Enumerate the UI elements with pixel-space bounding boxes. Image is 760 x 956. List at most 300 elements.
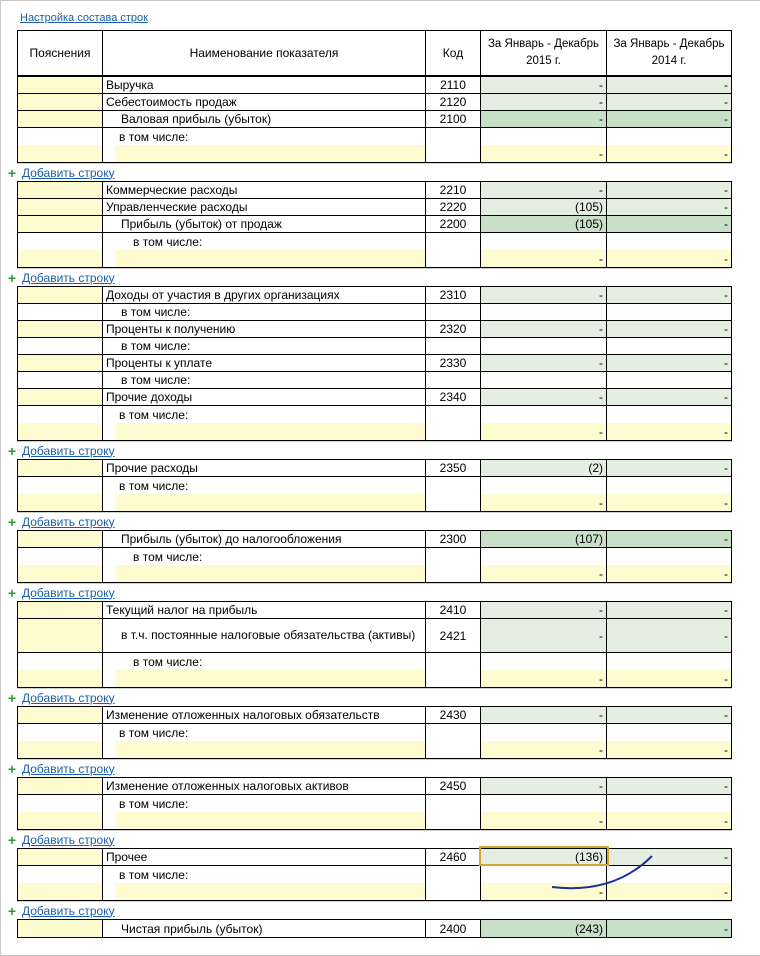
value-previous-cell — [607, 304, 731, 321]
input-strip — [115, 741, 425, 758]
value-current-cell[interactable] — [481, 653, 606, 687]
plus-icon: + — [7, 689, 17, 706]
value-current-cell[interactable] — [481, 406, 606, 440]
value-input[interactable] — [607, 423, 731, 440]
indicator-name-cell[interactable] — [103, 477, 425, 511]
indicator-code: 2350 — [439, 461, 467, 475]
indicator-name-cell[interactable] — [103, 866, 425, 900]
explanations-cell[interactable] — [18, 795, 102, 829]
code-cell — [426, 619, 480, 653]
indicator-name-cell — [103, 602, 425, 619]
cell-value: - — [724, 495, 728, 510]
explanations-cell[interactable] — [18, 477, 102, 511]
code-cell — [426, 287, 480, 304]
code-cell — [426, 372, 480, 389]
table-section — [17, 181, 732, 268]
indicator-name-cell — [103, 531, 425, 548]
indicator-code: 2200 — [439, 217, 467, 231]
value-previous-cell[interactable] — [607, 866, 731, 900]
add-row-button[interactable] — [7, 689, 732, 706]
cell-value: - — [599, 628, 603, 643]
input-strip — [115, 145, 425, 162]
input-strip — [115, 670, 425, 687]
explanations-cell[interactable] — [18, 548, 102, 582]
value-current-cell[interactable] — [481, 199, 606, 216]
indicator-code: 2310 — [439, 288, 467, 302]
indicator-name-cell — [103, 216, 425, 233]
indicator-name-cell[interactable] — [103, 128, 425, 162]
indicator-name: Изменение отложенных налоговых активов — [106, 779, 349, 793]
section-column — [18, 707, 103, 758]
value-previous-cell[interactable] — [607, 355, 731, 372]
value-current-cell[interactable] — [481, 477, 606, 511]
add-row-label: Добавить строку — [22, 443, 115, 458]
plus-icon: + — [7, 902, 17, 919]
input-strip — [115, 494, 425, 511]
value-input[interactable] — [607, 812, 731, 829]
cell-top — [607, 406, 731, 423]
cell-top — [481, 724, 606, 741]
plus-icon: + — [7, 513, 17, 530]
value-input[interactable] — [607, 494, 731, 511]
indicator-code: 2430 — [439, 708, 467, 722]
value-previous-cell[interactable] — [607, 111, 731, 128]
section-column — [103, 182, 426, 267]
value-input[interactable] — [607, 565, 731, 582]
input-strip — [18, 812, 102, 829]
value-input[interactable] — [607, 883, 731, 900]
explanations-cell[interactable] — [18, 94, 102, 111]
indicator-code: 2100 — [439, 112, 467, 126]
cell-top — [481, 548, 606, 565]
breakdown-label: в том числе: — [133, 550, 203, 564]
section-column — [481, 707, 607, 758]
explanations-cell[interactable] — [18, 355, 102, 372]
cell-value: - — [724, 322, 728, 336]
code-cell — [426, 77, 480, 94]
section-column — [607, 182, 731, 267]
cell-value: - — [724, 217, 728, 231]
cell-value: - — [599, 603, 603, 617]
explanations-cell[interactable] — [18, 233, 102, 267]
value-previous-cell[interactable] — [607, 795, 731, 829]
indicator-name-cell — [103, 619, 425, 653]
code-cell — [426, 355, 480, 372]
code-cell — [426, 778, 480, 795]
code-cell — [426, 128, 480, 162]
table-section — [17, 706, 732, 759]
cell-value: (243) — [574, 921, 603, 936]
value-current-cell[interactable] — [481, 389, 606, 406]
value-current-cell[interactable] — [481, 355, 606, 372]
breakdown-label: в том числе: — [119, 797, 189, 811]
value-input[interactable] — [607, 250, 731, 267]
value-current-cell[interactable] — [481, 619, 606, 653]
cell-value: - — [724, 112, 728, 126]
window-frame-left — [0, 0, 1, 956]
section-column — [103, 778, 426, 829]
plus-icon: + — [7, 164, 17, 181]
indicator-code: 2421 — [439, 628, 467, 643]
value-previous-cell[interactable] — [607, 233, 731, 267]
section-column — [103, 77, 426, 162]
cell-value: - — [599, 322, 603, 336]
value-previous-cell[interactable] — [607, 389, 731, 406]
cell-top — [607, 795, 731, 812]
section-column — [18, 287, 103, 440]
section-column — [103, 460, 426, 511]
row-settings-link[interactable]: Настройка состава строк — [20, 12, 148, 24]
value-input[interactable] — [481, 741, 606, 758]
cell-value: - — [599, 112, 603, 126]
cell-top — [607, 233, 731, 250]
indicator-name: Выручка — [106, 78, 154, 92]
code-cell — [426, 653, 480, 687]
value-current-cell[interactable] — [481, 321, 606, 338]
plus-icon: + — [7, 442, 17, 459]
table-section — [17, 601, 732, 688]
cell-value: - — [599, 183, 603, 197]
add-row-label: Добавить строку — [22, 832, 115, 847]
value-previous-cell[interactable] — [607, 321, 731, 338]
input-strip — [115, 565, 425, 582]
explanations-cell[interactable] — [18, 304, 102, 321]
indicator-name: в том числе: — [121, 305, 191, 319]
explanations-cell[interactable] — [18, 199, 102, 216]
value-previous-cell[interactable] — [607, 531, 731, 548]
section-column — [481, 602, 607, 687]
indicator-name-cell — [103, 321, 425, 338]
indicator-code: 2410 — [439, 603, 467, 617]
indicator-code: 2330 — [439, 356, 467, 370]
breakdown-label: в том числе: — [119, 130, 189, 144]
value-current-cell[interactable] — [481, 94, 606, 111]
code-cell — [426, 795, 480, 829]
value-input[interactable] — [607, 670, 731, 687]
indicator-name: Чистая прибыль (убыток) — [121, 921, 263, 936]
indicator-code: 2400 — [439, 921, 467, 936]
cell-value: (2) — [588, 461, 603, 475]
value-input[interactable] — [481, 423, 606, 440]
value-input[interactable] — [481, 565, 606, 582]
indicator-name-cell — [103, 849, 425, 866]
breakdown-label: в том числе: — [133, 235, 203, 249]
value-previous-cell[interactable] — [607, 128, 731, 162]
code-cell — [426, 548, 480, 582]
table-section — [17, 919, 732, 938]
code-cell — [426, 216, 480, 233]
explanations-cell[interactable] — [18, 724, 102, 758]
indicator-name: Текущий налог на прибыль — [106, 603, 258, 617]
explanations-cell[interactable] — [18, 406, 102, 440]
value-previous-cell[interactable] — [607, 77, 731, 94]
cell-value: - — [599, 813, 603, 828]
value-current-cell[interactable] — [481, 77, 606, 94]
section-column — [607, 531, 731, 582]
breakdown-label: в том числе: — [133, 655, 203, 669]
code-cell — [426, 866, 480, 900]
indicator-name-cell — [103, 778, 425, 795]
code-cell — [426, 389, 480, 406]
indicator-name-cell — [103, 111, 425, 128]
value-previous-cell[interactable] — [607, 619, 731, 653]
value-current-cell[interactable] — [481, 795, 606, 829]
cell-value: - — [724, 671, 728, 686]
value-previous-cell[interactable] — [607, 920, 731, 937]
value-previous-cell[interactable] — [607, 778, 731, 795]
value-previous-cell — [607, 372, 731, 389]
cell-value: (105) — [574, 217, 603, 231]
indicator-name-cell[interactable] — [103, 233, 425, 267]
value-previous-cell[interactable] — [607, 460, 731, 477]
add-row-button[interactable] — [7, 269, 732, 286]
value-input[interactable] — [481, 812, 606, 829]
section-column — [607, 920, 731, 937]
value-current-cell — [481, 372, 606, 389]
cell-value: - — [599, 356, 603, 370]
indicator-code: 2320 — [439, 322, 467, 336]
indicator-name: Прочие доходы — [106, 390, 193, 404]
input-strip — [18, 741, 102, 758]
indicator-name-cell — [103, 460, 425, 477]
table-header — [17, 30, 732, 76]
explanations-cell[interactable] — [18, 602, 102, 619]
cell-value: - — [599, 146, 603, 161]
financial-results-report — [7, 30, 732, 938]
indicator-name-cell — [103, 707, 425, 724]
code-cell — [426, 199, 480, 216]
value-current-cell[interactable] — [481, 778, 606, 795]
section-column — [18, 849, 103, 900]
cell-value: - — [599, 779, 603, 793]
section-column — [426, 602, 481, 687]
value-previous-cell[interactable] — [607, 477, 731, 511]
add-row-button[interactable] — [7, 513, 732, 530]
indicator-name-cell[interactable] — [103, 548, 425, 582]
cell-value: - — [599, 251, 603, 266]
add-row-button[interactable] — [7, 164, 732, 181]
add-row-label: Добавить строку — [22, 690, 115, 705]
breakdown-label: в том числе: — [119, 479, 189, 493]
value-input[interactable] — [607, 145, 731, 162]
indicator-name: Прибыль (убыток) от продаж — [121, 217, 282, 231]
section-column — [481, 77, 607, 162]
explanations-cell[interactable] — [18, 920, 102, 937]
section-column — [18, 920, 103, 937]
code-cell — [426, 304, 480, 321]
explanations-cell[interactable] — [18, 77, 102, 94]
value-current-cell[interactable] — [481, 111, 606, 128]
section-column — [426, 849, 481, 900]
section-column — [426, 287, 481, 440]
code-cell — [426, 406, 480, 440]
indicator-name-cell — [103, 338, 425, 355]
section-column — [18, 778, 103, 829]
value-current-cell[interactable] — [481, 707, 606, 724]
value-current-cell[interactable] — [481, 548, 606, 582]
explanations-cell[interactable] — [18, 338, 102, 355]
indicator-name-cell — [103, 199, 425, 216]
explanations-cell[interactable] — [18, 287, 102, 304]
indicator-name-cell[interactable] — [103, 724, 425, 758]
section-column — [18, 602, 103, 687]
indicator-name: Изменение отложенных налоговых обязательств — [106, 708, 380, 722]
input-strip — [115, 250, 425, 267]
explanations-cell[interactable] — [18, 216, 102, 233]
value-current-cell[interactable] — [481, 849, 606, 866]
value-previous-cell[interactable] — [607, 707, 731, 724]
indicator-name-cell[interactable] — [103, 653, 425, 687]
value-previous-cell[interactable] — [607, 182, 731, 199]
explanations-cell[interactable] — [18, 653, 102, 687]
cell-top — [481, 866, 606, 883]
breakdown-label: в том числе: — [119, 726, 189, 740]
section-column — [103, 531, 426, 582]
explanations-cell[interactable] — [18, 389, 102, 406]
cell-value: - — [724, 813, 728, 828]
cell-top — [481, 128, 606, 145]
add-row-button[interactable] — [7, 584, 732, 601]
cell-top — [481, 406, 606, 423]
add-row-button[interactable] — [7, 442, 732, 459]
section-column — [18, 460, 103, 511]
value-previous-cell[interactable] — [607, 406, 731, 440]
value-input[interactable] — [481, 883, 606, 900]
explanations-cell[interactable] — [18, 707, 102, 724]
cell-value: - — [724, 628, 728, 643]
input-strip — [18, 565, 102, 582]
plus-icon: + — [7, 584, 17, 601]
explanations-cell[interactable] — [18, 111, 102, 128]
add-row-label: Добавить строку — [22, 514, 115, 529]
cell-value: - — [724, 921, 728, 936]
code-cell — [426, 321, 480, 338]
explanations-cell[interactable] — [18, 531, 102, 548]
code-cell — [426, 724, 480, 758]
section-column — [607, 460, 731, 511]
value-input[interactable] — [481, 145, 606, 162]
explanations-cell[interactable] — [18, 866, 102, 900]
value-current-cell[interactable] — [481, 233, 606, 267]
indicator-name-cell — [103, 182, 425, 199]
explanations-cell[interactable] — [18, 460, 102, 477]
section-column — [426, 77, 481, 162]
cell-value: - — [599, 390, 603, 404]
explanations-cell[interactable] — [18, 619, 102, 653]
value-current-cell[interactable] — [481, 460, 606, 477]
plus-icon: + — [7, 831, 17, 848]
header-period-current: За Январь - Декабрь 2015 г. — [481, 31, 607, 75]
section-column — [607, 287, 731, 440]
value-previous-cell[interactable] — [607, 94, 731, 111]
value-previous-cell[interactable] — [607, 724, 731, 758]
input-strip — [18, 670, 102, 687]
indicator-name-cell — [103, 920, 425, 937]
table-section — [17, 286, 732, 441]
cell-top — [481, 795, 606, 812]
explanations-cell[interactable] — [18, 849, 102, 866]
indicator-name-cell[interactable] — [103, 406, 425, 440]
indicator-name-cell — [103, 94, 425, 111]
value-input[interactable] — [481, 670, 606, 687]
value-previous-cell[interactable] — [607, 287, 731, 304]
value-input[interactable] — [607, 741, 731, 758]
value-current-cell[interactable] — [481, 531, 606, 548]
add-row-button[interactable] — [7, 760, 732, 777]
add-row-button[interactable] — [7, 902, 732, 919]
value-previous-cell[interactable] — [607, 548, 731, 582]
indicator-name: Валовая прибыль (убыток) — [121, 112, 272, 126]
explanations-cell[interactable] — [18, 321, 102, 338]
value-current-cell[interactable] — [481, 128, 606, 162]
code-cell — [426, 707, 480, 724]
cell-value: - — [724, 78, 728, 92]
section-column — [607, 849, 731, 900]
value-current-cell[interactable] — [481, 182, 606, 199]
section-column — [18, 77, 103, 162]
value-previous-cell[interactable] — [607, 199, 731, 216]
value-input[interactable] — [481, 494, 606, 511]
section-column — [426, 778, 481, 829]
section-column — [103, 707, 426, 758]
indicator-name-cell[interactable] — [103, 795, 425, 829]
value-previous-cell[interactable] — [607, 849, 731, 866]
indicator-code: 2460 — [439, 850, 467, 864]
value-current-cell[interactable] — [481, 287, 606, 304]
indicator-name: Проценты к уплате — [106, 356, 212, 370]
cell-value: - — [724, 742, 728, 757]
indicator-name: Прочее — [106, 850, 148, 864]
table-body — [7, 76, 732, 938]
value-current-cell[interactable] — [481, 602, 606, 619]
indicator-name-cell — [103, 355, 425, 372]
cell-top — [607, 866, 731, 883]
code-cell — [426, 602, 480, 619]
cell-value: (107) — [574, 532, 603, 546]
value-current-cell[interactable] — [481, 866, 606, 900]
add-row-label: Добавить строку — [22, 585, 115, 600]
window-frame-top — [0, 0, 760, 1]
cell-value: - — [724, 95, 728, 109]
add-row-button[interactable] — [7, 831, 732, 848]
cell-top — [607, 548, 731, 565]
cell-value: - — [599, 566, 603, 581]
value-current-cell[interactable] — [481, 216, 606, 233]
value-previous-cell[interactable] — [607, 653, 731, 687]
input-strip — [18, 494, 102, 511]
explanations-cell[interactable] — [18, 128, 102, 162]
explanations-cell[interactable] — [18, 778, 102, 795]
header-code: Код — [426, 31, 481, 75]
value-previous-cell[interactable] — [607, 216, 731, 233]
section-column — [103, 920, 426, 937]
input-strip — [18, 250, 102, 267]
value-input[interactable] — [481, 250, 606, 267]
indicator-code: 2110 — [440, 78, 466, 92]
cell-value: - — [724, 532, 728, 546]
explanations-cell[interactable] — [18, 372, 102, 389]
code-cell — [426, 233, 480, 267]
cell-value: - — [724, 884, 728, 899]
value-current-cell[interactable] — [481, 724, 606, 758]
value-current-cell[interactable] — [481, 920, 606, 937]
indicator-name-cell — [103, 372, 425, 389]
section-column — [426, 531, 481, 582]
explanations-cell[interactable] — [18, 182, 102, 199]
indicator-code: 2340 — [439, 390, 467, 404]
input-strip — [18, 423, 102, 440]
value-previous-cell[interactable] — [607, 602, 731, 619]
